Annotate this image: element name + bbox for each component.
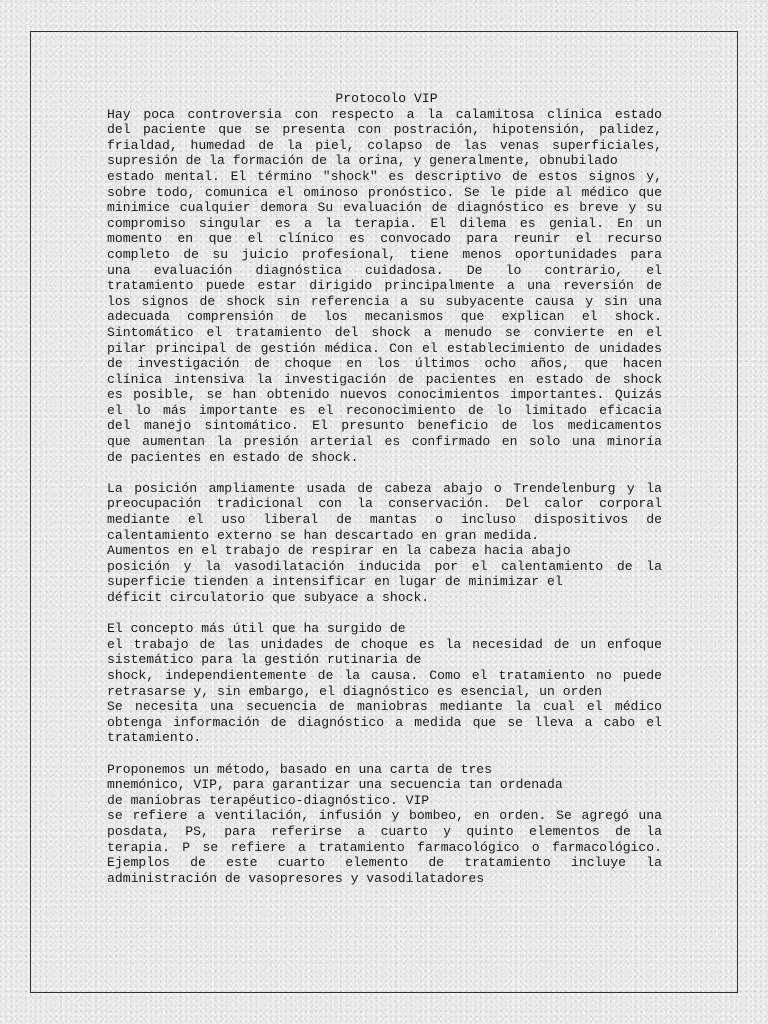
document-body — [107, 91, 662, 886]
text-line: La posición ampliamente usada de cabeza abajo o Trendelenburg y la — [107, 480, 662, 496]
document-paragraphs — [107, 107, 662, 887]
text-line: Sintomático el tratamiento del shock a menudo se convierte en el — [107, 324, 662, 340]
text-line: del manejo sintomático. El presunto beneficio de los medicamentos — [107, 418, 662, 434]
text-line: el trabajo de las unidades de choque es la necesidad de un enfoque — [107, 636, 662, 652]
text-line: minimice cualquier demora Su evaluación de diagnóstico es breve y su — [107, 200, 662, 216]
paragraph — [107, 481, 662, 606]
text-line: adecuada comprensión de los mecanismos que explican el shock. — [107, 309, 662, 325]
text-line: sobre todo, comunica el ominoso pronóstico. Se le pide al médico que — [107, 184, 662, 200]
text-line: tratamiento. — [107, 730, 202, 746]
text-line: retrasarse y, sin embargo, el diagnóstico es esencial, un orden — [107, 683, 603, 699]
paragraph-gap — [107, 746, 662, 762]
text-line: pilar principal de gestión médica. Con el establecimiento de unidades — [107, 340, 662, 356]
text-line: Ejemplos de este cuarto elemento de tratamiento incluye la — [107, 855, 662, 871]
text-line: sistemático para la gestión rutinaria de — [107, 652, 422, 668]
text-line: momento en que el clínico es convocado para reunir el recurso — [107, 231, 662, 247]
document-title: Protocolo VIP — [335, 91, 438, 106]
text-line: terapia. P se refiere a tratamiento farmacológico o farmacológico. — [107, 839, 662, 855]
text-line: compromiso singular es a la terapia. El dilema es genial. En un — [107, 215, 662, 231]
text-line: de pacientes en estado de shock. — [107, 449, 359, 465]
text-line: del paciente que se presenta con postración, hipotensión, palidez, — [107, 122, 662, 138]
paragraph — [107, 107, 662, 466]
text-line: estado mental. El término "shock" es descriptivo de estos signos y, — [107, 168, 662, 184]
text-line: supresión de la formación de la orina, y generalmente, obnubilado — [107, 153, 618, 169]
text-line: déficit circulatorio que subyace a shock. — [107, 590, 430, 605]
paragraph — [107, 762, 662, 887]
text-line: administración de vasopresores y vasodilatadores — [107, 870, 485, 886]
text-line: los signos de shock sin referencia a su subyacente causa y sin una — [107, 293, 662, 309]
text-line: clínica intensiva la investigación de pacientes en estado de shock — [107, 371, 662, 387]
text-line: shock, independientemente de la causa. Como el tratamiento no puede — [107, 667, 662, 683]
text-line: frialdad, humedad de la piel, colapso de las venas superficiales, — [107, 137, 662, 153]
text-line: Se necesita una secuencia de maniobras mediante la cual el médico — [107, 699, 662, 715]
text-line: tratamiento puede estar dirigido principalmente a una reversión de — [107, 278, 662, 294]
text-line: de investigación de choque en los últimos ocho años, que hacen — [107, 356, 662, 372]
text-line: se refiere a ventilación, infusión y bombeo, en orden. Se agregó una — [107, 808, 662, 824]
text-line: que aumentan la presión arterial es confirmado en solo una minoría — [107, 434, 662, 450]
text-line: El concepto más útil que ha surgido de — [107, 621, 406, 637]
text-line: el lo más importante es el reconocimiento de lo limitado eficacia — [107, 402, 662, 418]
text-line: superficie tienden a intensificar en lugar de minimizar el — [107, 574, 563, 590]
text-line: Aumentos en el trabajo de respirar en la cabeza hacia abajo — [107, 543, 571, 559]
paragraph — [107, 621, 662, 746]
text-line: obtenga información de diagnóstico a medida que se lleva a cabo el — [107, 714, 662, 730]
text-line: de maniobras terapéutico-diagnóstico. VIP — [107, 792, 430, 808]
text-line: posición y la vasodilatación inducida por el calentamiento de la — [107, 558, 662, 574]
text-line: calentamiento externo se han descartado en gran medida. — [107, 527, 540, 543]
paragraph-gap — [107, 465, 662, 481]
text-line: Proponemos un método, basado en una carta de tres — [107, 761, 493, 777]
text-line: mnemónico, VIP, para garantizar una secuencia tan ordenada — [107, 777, 563, 793]
text-line: es posible, se han obtenido nuevos conocimientos importantes. Quizás — [107, 387, 662, 403]
text-line: posdata, PS, para referirse a cuarto y quinto elementos de la — [107, 823, 662, 839]
text-line: mediante el uso liberal de mantas o incluso dispositivos de — [107, 512, 662, 528]
paragraph-gap — [107, 606, 662, 622]
text-line: una evaluación diagnóstica cuidadosa. De lo contrario, el — [107, 262, 662, 278]
text-line: completo de su juicio profesional, tiene menos oportunidades para — [107, 246, 662, 262]
text-line: preocupación tradicional con la conservación. Del calor corporal — [107, 496, 662, 512]
text-line: Hay poca controversia con respecto a la calamitosa clínica estado — [107, 106, 662, 122]
